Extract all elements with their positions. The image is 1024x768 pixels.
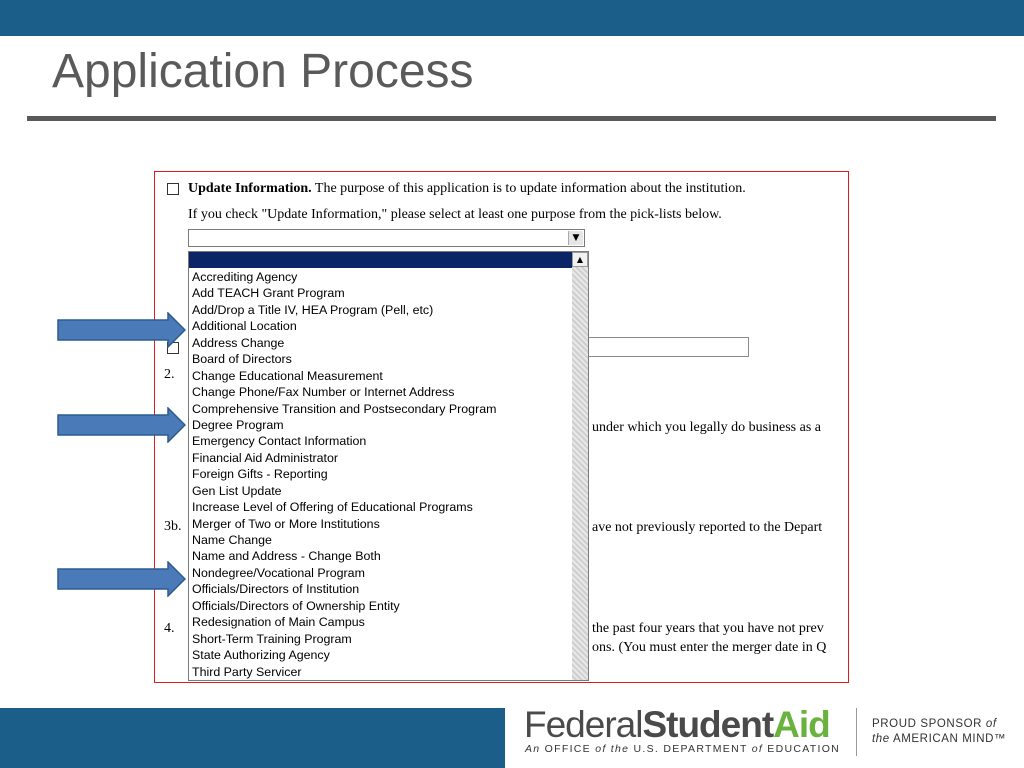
list-option[interactable]: Accrediting Agency (192, 270, 298, 284)
update-info-line (188, 181, 746, 197)
list-option[interactable]: Degree Program (192, 417, 284, 432)
update-info-text: The purpose of this application is to update information about the institution. (311, 181, 746, 196)
list-option[interactable]: Comprehensive Transition and Postsecondary Program (192, 401, 497, 416)
list-option[interactable]: Gen List Update (192, 483, 282, 498)
tagline-an: An (525, 743, 545, 755)
list-option[interactable]: Redesignation of Main Campus (192, 615, 365, 630)
sponsor-tm: ™ (994, 733, 1007, 745)
question-2-label: 2. (164, 367, 175, 382)
instruction-text: If you check "Update Information," please select at least one purpose from the pick-lists below. (188, 207, 722, 222)
list-option[interactable]: Foreign Gifts - Reporting (192, 467, 328, 482)
question-2-text-fragment: under which you legally do business as a (592, 420, 822, 435)
footer-divider (856, 708, 857, 756)
list-option[interactable]: Change Phone/Fax Number or Internet Address (192, 385, 455, 400)
sponsor-of: of (985, 718, 997, 730)
sponsor-line1: PROUD SPONSOR (872, 718, 986, 730)
purpose-select[interactable] (188, 229, 585, 247)
purpose-listbox[interactable] (188, 251, 589, 681)
question-3b-text-fragment: ave not previously reported to the Depart (592, 520, 823, 535)
list-option[interactable]: Change Educational Measurement (192, 368, 383, 383)
list-option[interactable]: State Authorizing Agency (192, 648, 330, 663)
list-option[interactable]: Short-Term Training Program (192, 631, 352, 646)
title-rule (27, 116, 996, 121)
question-3b-label: 3b. (164, 519, 182, 534)
sponsor-the: the (872, 733, 890, 745)
list-option[interactable]: Emergency Contact Information (192, 434, 367, 449)
logo-tagline (525, 743, 840, 755)
footer-band (0, 708, 505, 768)
slide-title: Application Process (52, 45, 474, 98)
text-field[interactable] (588, 337, 749, 357)
list-option[interactable]: Add TEACH Grant Program (192, 286, 345, 301)
list-option[interactable]: Additional Location (192, 319, 297, 334)
tagline-department: U.S. DEPARTMENT (633, 743, 752, 755)
logo-word-student: Student (642, 704, 774, 745)
selected-blank-option[interactable] (189, 252, 572, 268)
question-4-text-fragment: the past four years that you have not prev (592, 621, 824, 636)
list-option[interactable]: Nondegree/Vocational Program (192, 565, 365, 580)
listbox-scrollbar[interactable] (572, 252, 588, 680)
sponsor-text (872, 717, 1006, 747)
tagline-office: OFFICE (544, 743, 596, 755)
list-option[interactable]: Third Party Servicer (192, 664, 302, 679)
tagline-of: of (751, 743, 768, 755)
list-option[interactable]: Increase Level of Offering of Educational Programs (192, 500, 473, 515)
federal-student-aid-logo (524, 704, 830, 746)
list-option[interactable]: Address Change (192, 335, 285, 350)
list-option[interactable]: Officials/Directors of Institution (192, 582, 360, 597)
update-info-checkbox[interactable] (167, 183, 179, 195)
logo-word-federal: Federal (524, 704, 643, 745)
pointer-arrow-additional-location-icon (56, 312, 186, 348)
question-4-label: 4. (164, 621, 175, 636)
tagline-education: EDUCATION (767, 743, 841, 755)
tagline-of-the: of the (595, 743, 634, 755)
pointer-arrow-nondegree-program-icon (56, 561, 186, 597)
list-option[interactable]: Add/Drop a Title IV, HEA Program (Pell, etc) (192, 302, 434, 317)
pointer-arrow-degree-program-icon (56, 407, 186, 443)
question-4-text-fragment-2: ons. (You must enter the merger date in Q (592, 640, 827, 655)
top-band (0, 0, 1024, 36)
logo-word-aid: Aid (773, 704, 830, 745)
scroll-up-icon[interactable]: ▲ (572, 252, 588, 267)
list-option[interactable]: Name Change (192, 533, 272, 547)
list-option[interactable]: Board of Directors (192, 352, 292, 367)
scrollbar-track[interactable] (572, 267, 588, 680)
list-option[interactable]: Officials/Directors of Ownership Entity (192, 598, 400, 613)
list-option[interactable]: Merger of Two or More Institutions (192, 516, 380, 531)
form-screenshot (154, 171, 849, 683)
sponsor-line2: AMERICAN MIND (889, 733, 995, 745)
list-option[interactable]: Name and Address - Change Both (192, 549, 381, 564)
dropdown-arrow-icon[interactable]: ▼ (568, 231, 583, 245)
list-option[interactable]: Financial Aid Administrator (192, 450, 339, 465)
update-info-label: Update Information. (188, 181, 312, 196)
option-list (192, 269, 572, 680)
